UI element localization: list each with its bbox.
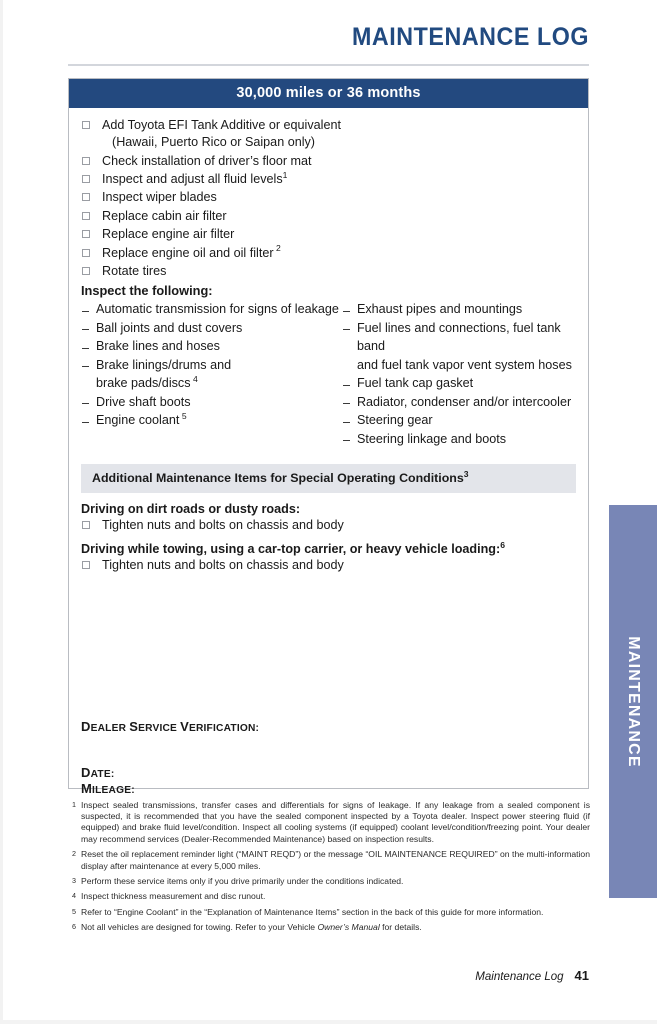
checklist-item[interactable] (81, 153, 576, 170)
inspect-item-label: Radiator, condenser and/or intercooler (356, 394, 572, 409)
checkbox-icon[interactable] (82, 249, 90, 257)
special-condition-heading-text: Driving while towing, using a car-top carrier, or heavy vehicle loading: (81, 542, 501, 557)
dash-marker-icon (82, 366, 89, 367)
inspect-list-item[interactable] (81, 337, 342, 356)
footnote-marker: 1 (282, 169, 288, 180)
dash-marker-icon (343, 440, 350, 441)
footnote (72, 800, 590, 845)
footnote (72, 876, 590, 887)
inspect-item-label: Exhaust pipes and mountings (356, 302, 523, 317)
footnote-number: 6 (72, 921, 76, 931)
inspect-column-left (81, 300, 342, 448)
dash-marker-icon (82, 422, 89, 423)
inspect-item-continuation: brake pads/discs $^4$ (96, 373, 198, 391)
checkbox-icon[interactable] (82, 175, 90, 183)
footnote-italic-term: Owner’s Manual (317, 921, 380, 932)
special-condition-heading (81, 542, 576, 556)
service-checklist (81, 117, 576, 280)
page-header (68, 22, 589, 66)
footnote-text: Inspect sealed transmissions, transfer cases and differentials for signs of leakage. If any leakage from a sealed component is suspected, it is recommended that you have the sealed component inspected by a Toyota dealer. Inspect power steering fluid (if equipped) and brake fluid level/condition. Inspect all cooling systems (if equipped) coolant level/condition/freezing point. Your dealer may recommend services (Dealer-Recommended Maintenance) based on inspection results. (81, 800, 590, 844)
checklist-item[interactable] (81, 517, 576, 534)
inspect-item-label: Automatic transmission for signs of leakage (96, 302, 339, 317)
checklist-item-label: Replace engine air filter (102, 227, 235, 242)
page-edge-shadow-left (0, 0, 3, 1024)
page-edge-shadow-bottom (0, 1020, 657, 1024)
checklist-item[interactable] (81, 189, 576, 206)
inspect-section-heading: Inspect the following: (81, 283, 213, 299)
additional-maintenance-band (81, 464, 576, 493)
page-title: MAINTENANCE LOG (352, 23, 589, 51)
footnote (72, 907, 590, 918)
inspect-list-item[interactable] (81, 300, 342, 319)
checkbox-icon[interactable] (82, 230, 90, 238)
checklist-item-label: Add Toyota EFI Tank Additive or equivalent (102, 118, 341, 132)
checkbox-icon[interactable] (82, 212, 90, 220)
checklist-item[interactable] (81, 263, 576, 280)
inspect-item-label: Engine coolant (96, 413, 180, 428)
checklist-item-label: Check installation of driver’s floor mat (102, 153, 312, 168)
checkbox-icon[interactable] (82, 157, 90, 165)
checklist-item-label: Replace cabin air filter (102, 208, 227, 223)
checklist-item[interactable] (81, 245, 576, 262)
inspect-item-continuation: and fuel tank vapor vent system hoses (356, 357, 572, 372)
page-footer (475, 968, 589, 983)
date-field-label: DATE: (81, 765, 115, 780)
inspect-columns (81, 300, 576, 448)
footnote-marker: 2 (276, 243, 281, 254)
inspect-list-item[interactable] (342, 430, 576, 449)
dash-marker-icon (343, 385, 350, 386)
checklist-item-label: Rotate tires (102, 263, 167, 278)
section-side-tab[interactable] (609, 505, 657, 898)
checkbox-icon[interactable] (82, 267, 90, 275)
dash-marker-icon (82, 329, 89, 330)
inspect-item-label: Brake lines and hoses (96, 339, 220, 354)
inspect-item-label: Steering linkage and boots (356, 431, 507, 446)
footnote-number: 1 (72, 800, 76, 809)
inspect-list-item[interactable] (342, 300, 576, 319)
footnote (72, 891, 590, 902)
footnote-number: 5 (72, 906, 76, 916)
checklist-item-subtext: (Hawaii, Puerto Rico or Saipan only) (112, 135, 315, 150)
checklist-item[interactable] (81, 226, 576, 243)
header-divider-rule (68, 64, 589, 66)
dealer-verification-title: DEALER SERVICE VERIFICATION: (81, 719, 260, 734)
dash-marker-icon (343, 329, 350, 330)
inspect-list-right (342, 300, 576, 448)
inspect-list-left (81, 300, 342, 430)
inspect-item-label: Drive shaft boots (96, 394, 191, 409)
additional-maintenance-title: Additional Maintenance Items for Special Operating Conditions (92, 471, 464, 486)
inspect-list-item[interactable] (342, 374, 576, 393)
inspect-item-label: Fuel tank cap gasket (356, 376, 474, 391)
page-footer-label: Maintenance Log (475, 971, 564, 983)
dash-marker-icon (343, 403, 350, 404)
special-condition-checklist (81, 517, 576, 534)
additional-maintenance-footnote-marker: 3 (463, 469, 469, 480)
checklist-item-label: Tighten nuts and bolts on chassis and body (102, 558, 344, 573)
inspect-item-label: Fuel lines and connections, fuel tank band (356, 320, 561, 354)
footnote (72, 922, 590, 933)
footnote-marker: 4 (193, 373, 198, 384)
checkbox-icon[interactable] (82, 561, 90, 569)
side-tab-label: MAINTENANCE (625, 635, 642, 768)
inspect-list-item[interactable] (81, 411, 342, 430)
checklist-item-label: Inspect and adjust all fluid levels (102, 171, 283, 186)
checkbox-icon[interactable] (82, 121, 90, 129)
dash-marker-icon (343, 422, 350, 423)
checklist-item[interactable] (81, 117, 576, 151)
special-condition-heading (81, 502, 576, 516)
checklist-item-label: Inspect wiper blades (102, 190, 217, 205)
inspect-item-label: Ball joints and dust covers (96, 320, 243, 335)
footnote-text: Perform these service items only if you drive primarily under the conditions indicated. (81, 876, 404, 887)
inspect-list-item[interactable] (342, 393, 576, 412)
checklist-item[interactable] (81, 208, 576, 225)
footnote-marker: 5 (181, 410, 187, 421)
signature-space[interactable] (81, 736, 259, 766)
footnote-marker: 6 (500, 540, 505, 551)
footnote-text: Refer to “Engine Coolant” in the “Explanation of Maintenance Items” section in the back of this guide for more information. (81, 906, 544, 917)
maintenance-log-box (68, 78, 589, 796)
footnote-number: 3 (72, 876, 76, 886)
footnote-text: Reset the oil replacement reminder light (“MAINT REQD”) or the message “OIL MAINTENANCE REQUIRED” on the multi-information display after maintenance at every 5,000 miles. (81, 849, 590, 871)
dash-marker-icon (82, 403, 89, 404)
checklist-item-label: Tighten nuts and bolts on chassis and body (102, 518, 344, 533)
special-condition-heading-text: Driving on dirt roads or dusty roads: (81, 502, 301, 517)
inspect-list-item[interactable] (81, 319, 342, 338)
checklist-item[interactable] (81, 557, 576, 574)
inspect-column-right (342, 300, 576, 448)
inspect-list-item[interactable] (81, 356, 342, 393)
footnote (72, 849, 590, 871)
dash-marker-icon (343, 311, 350, 312)
checkbox-icon[interactable] (82, 193, 90, 201)
footnote-number: 2 (72, 849, 76, 859)
special-condition-checklist (81, 557, 576, 574)
dealer-service-verification (81, 720, 259, 798)
dash-marker-icon (82, 311, 89, 312)
checklist-item-label: Replace engine oil and oil filter (102, 245, 274, 260)
checklist-item[interactable] (81, 171, 576, 188)
inspect-item-label: Steering gear (356, 413, 433, 428)
special-conditions-groups (81, 493, 576, 574)
footnotes-section (72, 800, 590, 937)
page-number: 41 (574, 968, 589, 983)
footnote-text: Not all vehicles are designed for towing. Refer to your Vehicle Owner’s Manual for details. (81, 921, 422, 932)
inspect-list-item[interactable] (342, 319, 576, 375)
inspect-list-item[interactable] (342, 411, 576, 430)
maintenance-box-body (69, 108, 588, 575)
checkbox-icon[interactable] (82, 521, 90, 529)
dash-marker-icon (82, 348, 89, 349)
footnote-text: Inspect thickness measurement and disc runout. (81, 891, 266, 902)
interval-header-bar: 30,000 miles or 36 months (69, 79, 588, 108)
inspect-list-item[interactable] (81, 393, 342, 412)
inspect-item-label: Brake linings/drums and (96, 357, 232, 372)
footnote-number: 4 (72, 891, 76, 901)
mileage-field-label: MILEAGE: (81, 781, 135, 796)
